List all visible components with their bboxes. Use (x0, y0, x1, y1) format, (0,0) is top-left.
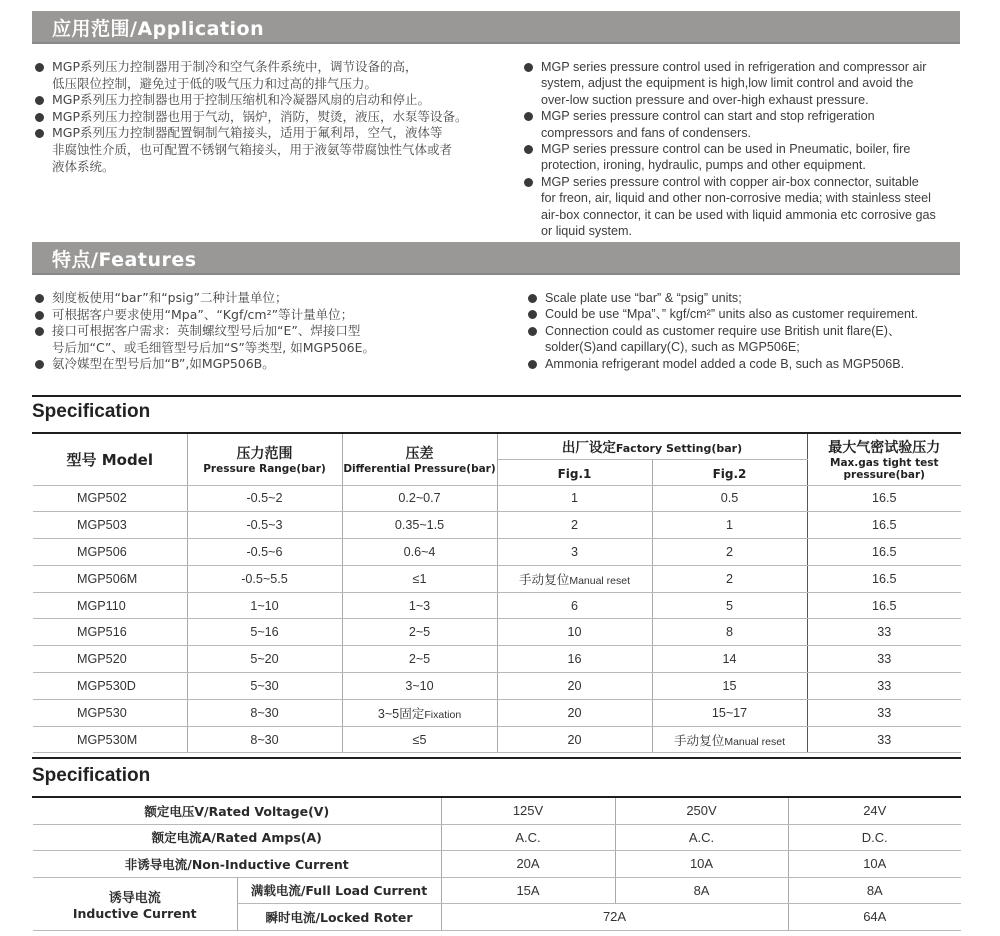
cell-max-gas: 33 (807, 673, 961, 700)
bullet-text: 液体系统。 (52, 158, 115, 174)
bullet-text: 非腐蚀性介质，也可配置不锈钢气箱接头，用于液氨等带腐蚀性气体或者 (52, 141, 453, 157)
row-rated-voltage (33, 798, 961, 824)
cell-fig1: 16 (497, 646, 652, 673)
cell-pressure-range: 5~16 (187, 619, 342, 646)
bullet-text: 号后加“C”、或毛细管型号后加“S”等类型, 如MGP506E。 (52, 339, 376, 355)
bullet-text: MGP series pressure control can start and stop refrigeration (541, 109, 875, 124)
table-row (33, 699, 961, 726)
rated-amps-value: A.C. (441, 824, 615, 851)
table-row (33, 673, 961, 700)
bullet-text: 接口可根据客户需求：英制螺纹型号后加“E”、焊接口型 (52, 323, 361, 339)
bullet-icon (35, 96, 44, 105)
bullet-item (523, 59, 963, 108)
cell-fig2: 15 (652, 673, 807, 700)
cell-differential: 2~5 (342, 646, 497, 673)
bullet-icon (524, 63, 533, 72)
bullet-item (527, 323, 967, 356)
inductive-current-label: 诱导电流 Inductive Current (33, 877, 237, 930)
cell-fig1: 6 (497, 592, 652, 619)
bullet-text: system, adjust the equipment is high,low limit control and avoid the (541, 76, 914, 91)
cell-model: MGP530D (33, 673, 187, 700)
cell-fig1: 20 (497, 673, 652, 700)
cell-pressure-range: 1~10 (187, 592, 342, 619)
bullet-icon (528, 294, 537, 303)
divider (32, 395, 961, 397)
application-header-bar (32, 11, 960, 44)
bullet-item (34, 290, 504, 307)
application-list-cn (34, 59, 504, 175)
bullet-text: protection, ironing, hydraulic, pumps and other equipment. (541, 158, 866, 173)
pressure-spec-table (33, 434, 961, 753)
bullet-icon (524, 145, 533, 154)
bullet-item (34, 109, 504, 126)
bullet-text: 氨冷媒型在型号后加“B”,如MGP506B。 (52, 356, 275, 372)
cell-max-gas: 33 (807, 646, 961, 673)
rated-voltage-value: 24V (788, 798, 961, 824)
bullet-item (527, 356, 967, 372)
non-inductive-label: 非诱导电流/Non-Inductive Current (33, 851, 441, 878)
cell-fig2: 2 (652, 539, 807, 566)
cell-model: MGP530 (33, 699, 187, 726)
bullet-item (527, 290, 967, 306)
cell-fig1: 10 (497, 619, 652, 646)
header-model: 型号 Model (33, 434, 187, 485)
bullet-text: or liquid system. (541, 224, 632, 239)
cell-pressure-range: -0.5~5.5 (187, 565, 342, 592)
header-differential: 压差 Differential Pressure(bar) (342, 434, 497, 485)
bullet-item (523, 174, 963, 240)
table-row (33, 485, 961, 512)
rated-amps-label: 额定电流A/Rated Amps(A) (33, 824, 441, 851)
cell-max-gas: 16.5 (807, 485, 961, 512)
spec-title-pressure: Specification (32, 401, 151, 422)
features-list-en (527, 290, 967, 372)
application-list-en (523, 59, 963, 239)
bullet-item (34, 356, 504, 373)
bullet-item (527, 306, 967, 322)
table-row (33, 646, 961, 673)
cell-differential: 0.2~0.7 (342, 485, 497, 512)
locked-rotor-value: 64A (788, 904, 961, 931)
row-non-inductive (33, 851, 961, 878)
bullet-text: MGP系列压力控制器也用于气动，锅炉，消防，熨烫，液压，水泵等设备。 (52, 108, 468, 124)
bullet-text: 可根据客户要求使用“Mpa”、“Kgf/cm²”等计量单位； (52, 306, 354, 322)
spec-title-electrical: Specification (32, 765, 151, 786)
application-heading: 应用范围/Application (52, 18, 265, 40)
bullet-text: for freon, air, liquid and other non-corrosive media; with stainless steel (541, 191, 931, 206)
bullet-item (34, 307, 504, 324)
cell-pressure-range: 5~30 (187, 673, 342, 700)
bullet-icon (524, 178, 533, 187)
locked-rotor-value: 72A (441, 904, 788, 931)
full-load-value: 15A (441, 877, 615, 904)
cell-max-gas: 33 (807, 726, 961, 753)
cell-pressure-range: 8~30 (187, 699, 342, 726)
bullet-icon (35, 113, 44, 122)
bullet-item (523, 108, 963, 141)
cell-differential: 0.6~4 (342, 539, 497, 566)
cell-max-gas: 16.5 (807, 592, 961, 619)
full-load-label: 满载电流/Full Load Current (237, 877, 441, 904)
cell-max-gas: 16.5 (807, 512, 961, 539)
cell-model: MGP502 (33, 485, 187, 512)
cell-fig2: 5 (652, 592, 807, 619)
bullet-text: MGP series pressure control with copper air-box connector, suitable (541, 174, 919, 189)
rated-voltage-value: 250V (615, 798, 788, 824)
bullet-item (34, 59, 504, 92)
cell-differential: 0.35~1.5 (342, 512, 497, 539)
bullet-item (34, 125, 504, 175)
table-row (33, 539, 961, 566)
bullet-item (34, 92, 504, 109)
table-row (33, 726, 961, 753)
bullet-item (523, 141, 963, 174)
table-row (33, 592, 961, 619)
bullet-text: Could be use “Mpa”、” kgf/cm²” units also as customer requirement. (545, 307, 919, 322)
cell-fig1: 20 (497, 699, 652, 726)
cell-pressure-range: 5~20 (187, 646, 342, 673)
bullet-icon (35, 327, 44, 336)
bullet-text: MGP系列压力控制器用于制冷和空气条件系统中，调节设备的高， (52, 59, 418, 74)
cell-fig1: 3 (497, 539, 652, 566)
bullet-icon (35, 311, 44, 320)
cell-differential: ≤5 (342, 726, 497, 753)
bullet-icon (35, 294, 44, 303)
cell-pressure-range: -0.5~3 (187, 512, 342, 539)
bullet-text: Scale plate use “bar” & “psig” units; (545, 291, 742, 305)
cell-fig2: 8 (652, 619, 807, 646)
features-heading: 特点/Features (52, 249, 197, 271)
bullet-text: Connection could as customer require use British unit flare(E)、 (545, 323, 901, 338)
cell-fig2: 0.5 (652, 485, 807, 512)
header-max-gas: 最大气密试验压力 Max.gas tight test pressure(bar) (807, 434, 961, 485)
table-row (33, 619, 961, 646)
cell-fig1: 手动复位Manual reset (497, 565, 652, 592)
cell-max-gas: 16.5 (807, 539, 961, 566)
bullet-icon (35, 63, 44, 72)
bullet-text: over-low suction pressure and over-high exhaust pressure. (541, 92, 869, 107)
locked-rotor-label: 瞬时电流/Locked Roter (237, 904, 441, 931)
cell-max-gas: 33 (807, 699, 961, 726)
cell-fig2: 1 (652, 512, 807, 539)
bullet-text: MGP series pressure control used in refrigeration and compressor air (541, 60, 927, 74)
row-full-load (33, 877, 961, 904)
bullet-text: MGP series pressure control can be used in Pneumatic, boiler, fire (541, 142, 911, 157)
cell-fig2: 14 (652, 646, 807, 673)
cell-max-gas: 16.5 (807, 565, 961, 592)
cell-model: MGP520 (33, 646, 187, 673)
cell-differential: 3~5固定Fixation (342, 699, 497, 726)
cell-pressure-range: -0.5~2 (187, 485, 342, 512)
cell-pressure-range: -0.5~6 (187, 539, 342, 566)
bullet-text: air-box connector, it can be used with liquid ammonia etc corrosive gas (541, 207, 936, 222)
cell-pressure-range: 8~30 (187, 726, 342, 753)
features-list-cn (34, 290, 504, 373)
bullet-icon (528, 327, 537, 336)
cell-model: MGP530M (33, 726, 187, 753)
rated-amps-value: D.C. (788, 824, 961, 851)
cell-model: MGP506M (33, 565, 187, 592)
bullet-icon (524, 112, 533, 121)
bullet-text: 低压限位控制，避免过于低的吸气压力和过高的排气压力。 (52, 75, 378, 91)
header-pressure-range: 压力范围 Pressure Range(bar) (187, 434, 342, 485)
bullet-text: MGP系列压力控制器配置铜制气箱接头，适用于氟利昂，空气，液体等 (52, 125, 443, 141)
cell-differential: 2~5 (342, 619, 497, 646)
cell-differential: 1~3 (342, 592, 497, 619)
bullet-text: Ammonia refrigerant model added a code B, such as MGP506B. (545, 356, 905, 371)
cell-fig2: 手动复位Manual reset (652, 726, 807, 753)
table-row (33, 512, 961, 539)
rated-voltage-label: 额定电压V/Rated Voltage(V) (33, 798, 441, 824)
bullet-icon (528, 310, 537, 319)
full-load-value: 8A (615, 877, 788, 904)
cell-differential: ≤1 (342, 565, 497, 592)
header-fig2: Fig.2 (652, 459, 807, 485)
cell-model: MGP516 (33, 619, 187, 646)
features-header-bar (32, 242, 960, 275)
cell-fig2: 15~17 (652, 699, 807, 726)
bullet-text: 刻度板使用“bar”和“psig”二种计量单位； (52, 290, 288, 305)
bullet-icon (35, 360, 44, 369)
bullet-icon (528, 360, 537, 369)
rated-amps-value: A.C. (615, 824, 788, 851)
cell-fig2: 2 (652, 565, 807, 592)
header-fig1: Fig.1 (497, 459, 652, 485)
cell-model: MGP503 (33, 512, 187, 539)
divider (32, 757, 961, 759)
bullet-text: MGP系列压力控制器也用于控制压缩机和冷凝器风扇的启动和停止。 (52, 92, 431, 108)
cell-fig1: 2 (497, 512, 652, 539)
cell-model: MGP506 (33, 539, 187, 566)
non-inductive-value: 20A (441, 851, 615, 878)
row-rated-amps (33, 824, 961, 851)
header-factory-setting: 出厂设定Factory Setting(bar) (497, 434, 807, 459)
cell-model: MGP110 (33, 592, 187, 619)
rated-voltage-value: 125V (441, 798, 615, 824)
full-load-value: 8A (788, 877, 961, 904)
non-inductive-value: 10A (615, 851, 788, 878)
bullet-text: solder(S)and capillary(C), such as MGP506E; (545, 340, 800, 355)
table-row (33, 565, 961, 592)
bullet-text: compressors and fans of condensers. (541, 125, 752, 140)
non-inductive-value: 10A (788, 851, 961, 878)
cell-fig1: 20 (497, 726, 652, 753)
cell-differential: 3~10 (342, 673, 497, 700)
electrical-spec-table (33, 798, 961, 931)
cell-max-gas: 33 (807, 619, 961, 646)
bullet-icon (35, 129, 44, 138)
bullet-item (34, 323, 504, 356)
cell-fig1: 1 (497, 485, 652, 512)
